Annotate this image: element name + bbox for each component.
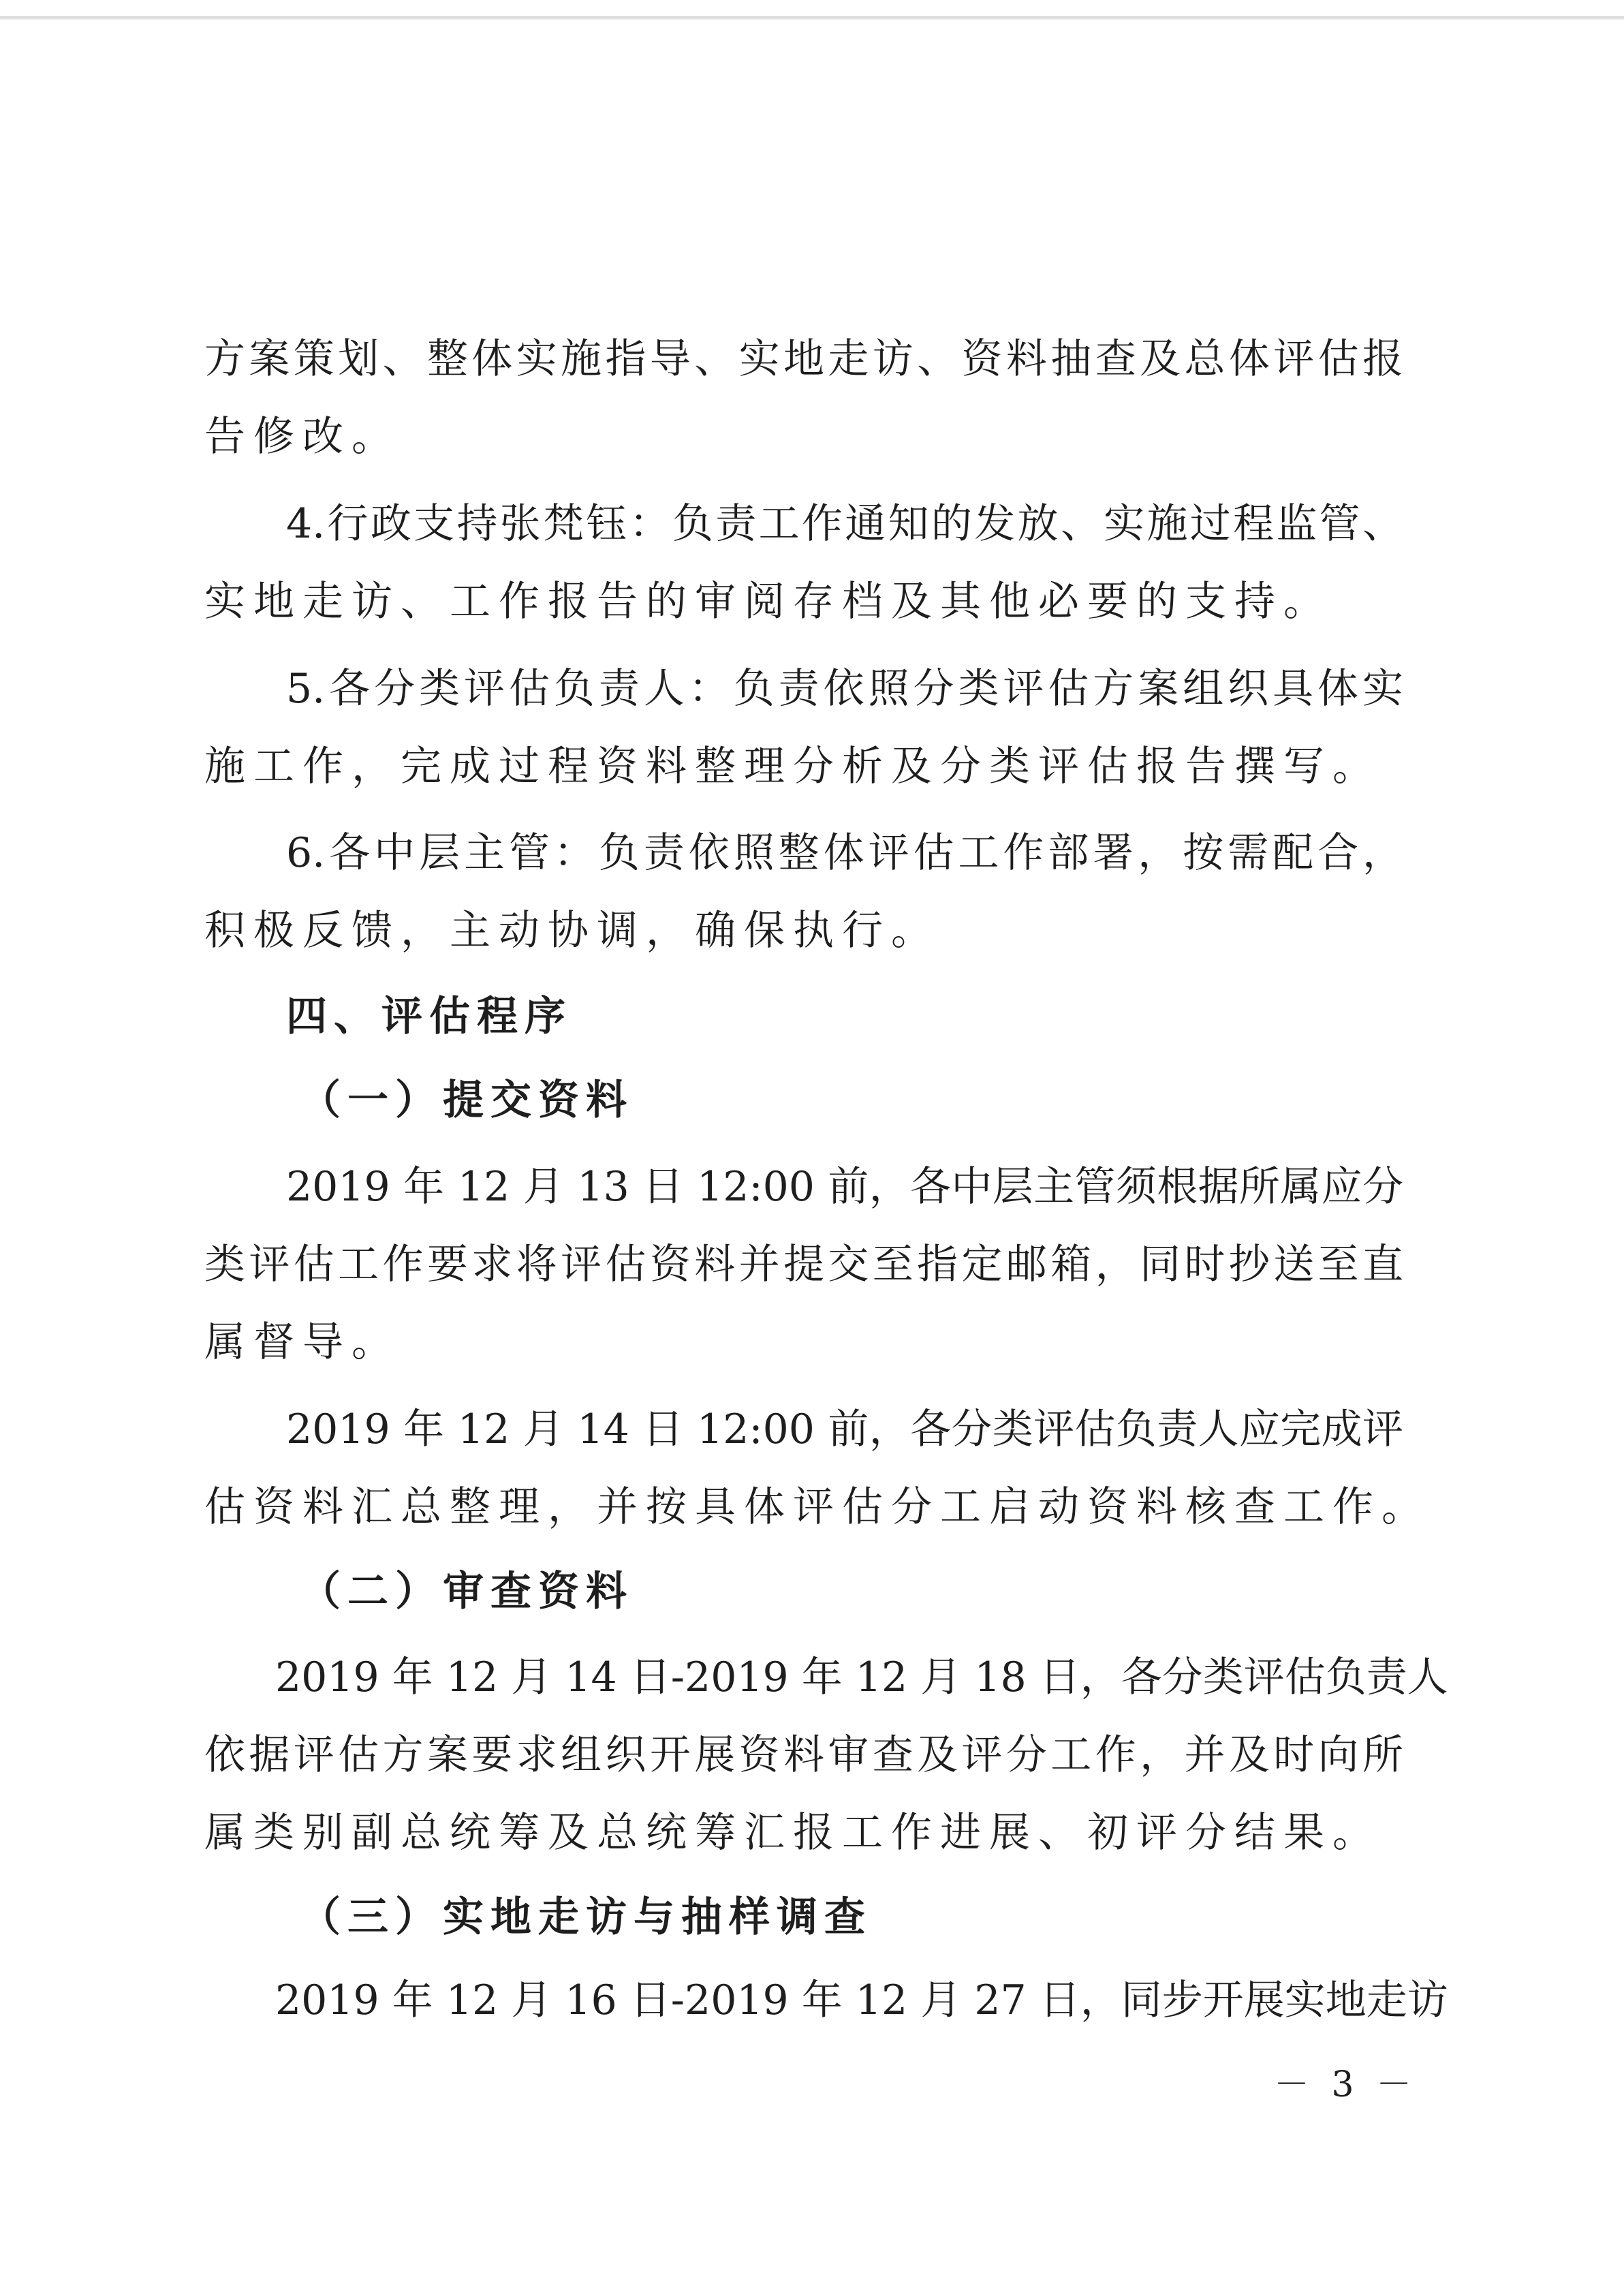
paragraph-line: 类评估工作要求将评估资料并提交至指定邮箱，同时抄送至直 — [204, 1241, 1403, 1288]
paragraph-line: 属督导。 — [204, 1318, 401, 1366]
subsection-heading: （一）提交资料 — [300, 1076, 634, 1124]
paragraph-line: 2019 年 12 月 14 日-2019 年 12 月 18 日，各分类评估负责人 — [275, 1654, 1448, 1701]
paragraph-line: 2019 年 12 月 14 日 12:00 前，各分类评估负责人应完成评 — [286, 1406, 1403, 1453]
paragraph-line: 告修改。 — [204, 413, 401, 461]
paragraph-line: 方案策划、整体实施指导、实地走访、资料抽查及总体评估报 — [204, 335, 1403, 383]
page-top-edge — [0, 16, 1624, 20]
paragraph-line: 6.各中层主管：负责依照整体评估工作部署，按需配合， — [286, 829, 1403, 877]
paragraph-line: 2019 年 12 月 16 日-2019 年 12 月 27 日，同步开展实地走访 — [275, 1977, 1448, 2024]
paragraph-line: 4.行政支持张梵钰：负责工作通知的发放、实施过程监管、 — [286, 500, 1403, 548]
page-number: － 3 － — [1274, 2064, 1418, 2105]
paragraph-line: 估资料汇总整理，并按具体评估分工启动资料核查工作。 — [204, 1483, 1431, 1531]
paragraph-line: 5.各分类评估负责人：负责依照分类评估方案组织具体实 — [286, 665, 1403, 713]
paragraph-line: 积极反馈，主动协调，确保执行。 — [204, 907, 940, 955]
paragraph-line: 施工作，完成过程资料整理分析及分类评估报告撰写。 — [204, 743, 1381, 790]
subsection-heading: （二）审查资料 — [300, 1568, 634, 1615]
paragraph-line: 2019 年 12 月 13 日 12:00 前，各中层主管须根据所属应分 — [286, 1163, 1403, 1211]
paragraph-line: 依据评估方案要求组织开展资料审查及评分工作，并及时向所 — [204, 1731, 1403, 1779]
section-heading: 四、评估程序 — [286, 993, 572, 1040]
paragraph-line: 实地走访、工作报告的审阅存档及其他必要的支持。 — [204, 578, 1332, 625]
paragraph-line: 属类别副总统筹及总统筹汇报工作进展、初评分结果。 — [204, 1809, 1381, 1857]
subsection-heading: （三）实地走访与抽样调查 — [300, 1893, 872, 1941]
